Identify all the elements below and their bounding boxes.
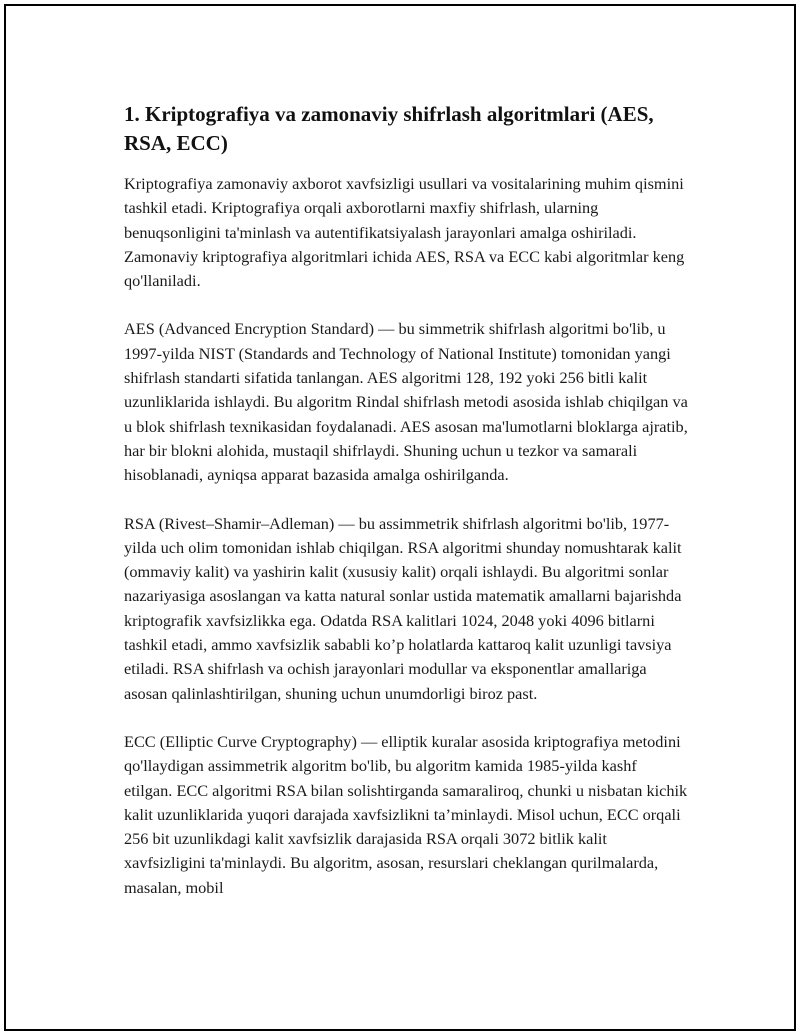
- paragraph-intro: Kriptografiya zamonaviy axborot xavfsizligi usullari va vositalarining muhim qismini tashkil etadi. Kriptografiya orqali axborotlarni maxfiy shifrlash, ularning benuqsonligini ta'minlash va autentifikatsiyalash jarayonlari amalga oshiriladi. Zamonaviy kriptografiya algoritmlari ichida AES, RSA va ECC kabi algoritmlar keng qo'llaniladi.: [124, 174, 685, 291]
- paragraph-aes: AES (Advanced Encryption Standard) — bu simmetrik shifrlash algoritmi bo'lib, u 1997-yilda NIST (Standards and Technology of National Institute) tomonidan yangi shifrlash standarti sifatida tanlangan. AES algoritmi 128, 192 yoki 256 bitli kalit uzunliklarida ishlaydi. Bu algoritm Rindal shifrlash metodi asosida ishlab chiqilgan va u blok shifrlash texnikasidan foydalanadi. AES asosan ma'lumotlarni bloklarga ajratib, har bir blokni alohida, mustaqil shifrlaydi. Shuning uchun u tezkor va samarali hisoblanadi, ayniqsa apparat bazasida amalga oshirilganda.: [124, 319, 688, 485]
- page-frame: [4, 4, 796, 1031]
- section-title: 1. Kriptografiya va zamonaviy shifrlash algoritmlari (AES, RSA, ECC): [124, 102, 654, 155]
- paragraph-ecc: ECC (Elliptic Curve Cryptography) — elliptik kuralar asosida kriptografiya metodini qo'llaydigan assimmetrik algoritm bo'lib, bu algoritm kamida 1985-yilda kashf etilgan. ECC algoritmi RSA bilan solishtirganda samaraliroq, chunki u nisbatan kichik kalit uzunliklarida yuqori darajada xavfsizlikni ta’minlaydi. Misol uchun, ECC orqali 256 bit uzunlikdagi kalit xavfsizlik darajasida RSA orqali 3072 bitlik kalit xavfsizligini ta'minlaydi. Bu algoritm, asosan, resurslari cheklangan qurilmalarda, masalan, mobil: [124, 731, 688, 897]
- document-body: [124, 100, 689, 924]
- paragraph-rsa: RSA (Rivest–Shamir–Adleman) — bu assimmetrik shifrlash algoritmi bo'lib, 1977-yilda uch olim tomonidan ishlab chiqilgan. RSA algoritmi shunday nomushtarak kalit (ommaviy kalit) va yashirin kalit (xususiy kalit) orqali ishlaydi. Bu algoritmi sonlar nazariyasiga asoslangan va katta natural sonlar ustida matematik amallarni bajarishda kriptografik xavfsizlikka ega. Odatda RSA kalitlari 1024, 2048 yoki 4096 bitlarni tashkil etadi, ammo xavfsizlik sababli ko’p holatlarda kattaroq kalit uzunligi tavsiya etiladi. RSA shifrlash va ochish jarayonlari modullar va eksponentlar amallariga asosan qalinlashtirilgan, shuning uchun unumdorligi biroz past.: [124, 513, 682, 703]
